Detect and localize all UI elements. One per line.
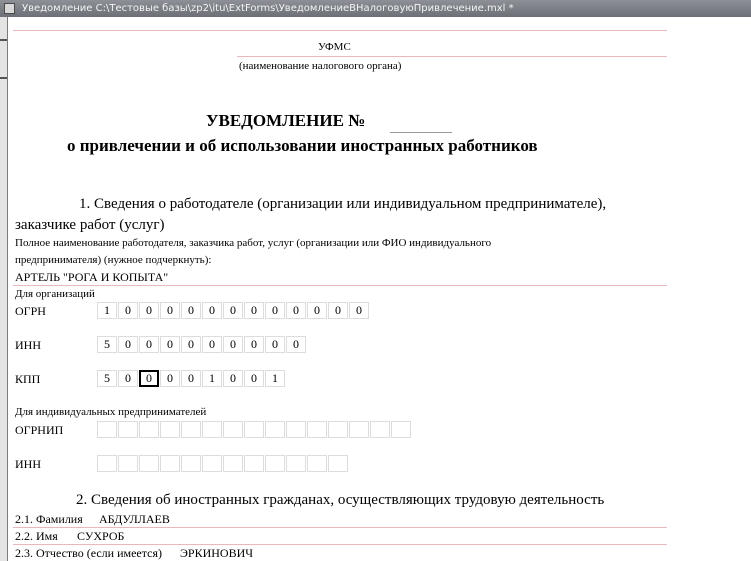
ip-inn-digit-cell[interactable] [244,455,264,472]
kpp-digit-cells[interactable] [97,370,286,387]
ogrn-digit-cell[interactable]: 1 [97,302,117,319]
inn-digit-cell[interactable]: 5 [97,336,117,353]
surname-label: 2.1. Фамилия [15,512,83,526]
ip-inn-digit-cell[interactable] [328,455,348,472]
ip-inn-digit-cells[interactable] [97,455,349,472]
inn-digit-cell[interactable]: 0 [202,336,222,353]
ogrnip-digit-cell[interactable] [160,421,180,438]
ogrn-digit-cell[interactable]: 0 [181,302,201,319]
patronymic-label: 2.3. Отчество (если имеется) [15,546,162,560]
surname-underline [13,527,667,528]
fullname-caption-cont: предпринимателя) (нужное подчеркнуть): [15,254,212,266]
inn-digit-cell[interactable]: 0 [139,336,159,353]
tax-organ-underline [237,56,667,57]
left-panel-marker [0,77,7,79]
ogrnip-digit-cell[interactable] [181,421,201,438]
ogrnip-digit-cell[interactable] [118,421,138,438]
inn-digit-cell[interactable]: 0 [223,336,243,353]
ogrn-digit-cell[interactable]: 0 [328,302,348,319]
kpp-digit-cell[interactable]: 0 [139,370,159,387]
ogrn-digit-cell[interactable]: 0 [160,302,180,319]
inn-digit-cell[interactable]: 0 [265,336,285,353]
ogrn-digit-cell[interactable]: 0 [265,302,285,319]
ip-inn-digit-cell[interactable] [223,455,243,472]
ip-inn-digit-cell[interactable] [286,455,306,472]
inn-digit-cell[interactable]: 0 [286,336,306,353]
ip-inn-digit-cell[interactable] [181,455,201,472]
section1-heading-cont: заказчике работ (услуг) [15,217,165,233]
notice-subtitle: о привлечении и об использовании иностранных работников [67,136,538,155]
kpp-digit-cell[interactable]: 0 [181,370,201,387]
left-panel-marker [0,39,7,41]
ogrn-digit-cell[interactable]: 0 [244,302,264,319]
kpp-label: КПП [15,372,41,386]
ogrn-digit-cell[interactable]: 0 [286,302,306,319]
window-titlebar[interactable] [0,0,751,17]
ogrn-digit-cell[interactable]: 0 [349,302,369,319]
ogrn-digit-cell[interactable]: 0 [223,302,243,319]
tax-organ-caption: (наименование налогового органа) [239,60,402,72]
kpp-digit-cell[interactable]: 1 [202,370,222,387]
notice-title: УВЕДОМЛЕНИЕ № [206,111,366,130]
inn-label: ИНН [15,338,41,352]
ogrn-digit-cells[interactable] [97,302,370,319]
ogrnip-digit-cell[interactable] [265,421,285,438]
ogrnip-digit-cell[interactable] [97,421,117,438]
ogrnip-digit-cell[interactable] [328,421,348,438]
surname-value[interactable]: АБДУЛЛАЕВ [99,512,170,526]
ip-inn-digit-cell[interactable] [202,455,222,472]
ip-inn-digit-cell[interactable] [118,455,138,472]
ip-inn-digit-cell[interactable] [97,455,117,472]
left-panel-edge [0,17,8,561]
section2-heading: 2. Сведения об иностранных гражданах, осуществляющих трудовую деятельность [76,492,605,508]
ip-inn-digit-cell[interactable] [139,455,159,472]
first-name-underline [13,544,667,545]
ogrn-digit-cell[interactable]: 0 [202,302,222,319]
gridline [13,30,667,31]
window-title: Уведомление C:\Тестовые базы\zp2\itu\ExtForms\УведомлениеВНалоговуюПривлечение.mxl * [22,3,514,14]
inn-digit-cell[interactable]: 0 [244,336,264,353]
ogrn-label: ОГРН [15,304,46,318]
ogrnip-digit-cell[interactable] [139,421,159,438]
inn-digit-cells[interactable] [97,336,307,353]
kpp-digit-cell[interactable]: 5 [97,370,117,387]
kpp-digit-cell[interactable]: 1 [265,370,285,387]
kpp-digit-cell[interactable]: 0 [244,370,264,387]
inn-digit-cell[interactable]: 0 [181,336,201,353]
ogrnip-digit-cell[interactable] [244,421,264,438]
fullname-underline [13,285,667,286]
ip-inn-digit-cell[interactable] [307,455,327,472]
ip-inn-digit-cell[interactable] [265,455,285,472]
ip-inn-digit-cell[interactable] [160,455,180,472]
ogrnip-label: ОГРНИП [15,423,64,437]
first-name-value[interactable]: СУХРОБ [77,529,125,543]
ip-inn-label: ИНН [15,457,41,471]
individual-entrepreneurs-label: Для индивидуальных предпринимателей [15,406,207,418]
tax-organ-value[interactable]: УФМС [318,41,351,53]
ogrnip-digit-cells[interactable] [97,421,412,438]
ogrn-digit-cell[interactable]: 0 [307,302,327,319]
section1-heading: 1. Сведения о работодателе (организации или индивидуальном предпринимателе), [79,196,607,212]
kpp-digit-cell[interactable]: 0 [223,370,243,387]
ogrn-digit-cell[interactable]: 0 [118,302,138,319]
ogrnip-digit-cell[interactable] [286,421,306,438]
notice-number-field[interactable] [390,132,452,133]
first-name-label: 2.2. Имя [15,529,58,543]
inn-digit-cell[interactable]: 0 [160,336,180,353]
ogrnip-digit-cell[interactable] [349,421,369,438]
kpp-digit-cell[interactable]: 0 [118,370,138,387]
document-icon [4,3,15,14]
kpp-digit-cell[interactable]: 0 [160,370,180,387]
organizations-label: Для организаций [15,288,95,300]
ogrn-digit-cell[interactable]: 0 [139,302,159,319]
ogrnip-digit-cell[interactable] [391,421,411,438]
inn-digit-cell[interactable]: 0 [118,336,138,353]
ogrnip-digit-cell[interactable] [223,421,243,438]
ogrnip-digit-cell[interactable] [370,421,390,438]
patronymic-value[interactable]: ЭРКИНОВИЧ [180,546,254,560]
ogrnip-digit-cell[interactable] [202,421,222,438]
spreadsheet-document[interactable] [9,17,751,561]
fullname-caption: Полное наименование работодателя, заказчика работ, услуг (организации или ФИО индивидуального [15,237,492,249]
employer-fullname-value[interactable]: АРТЕЛЬ "РОГА И КОПЫТА" [15,270,169,284]
ogrnip-digit-cell[interactable] [307,421,327,438]
